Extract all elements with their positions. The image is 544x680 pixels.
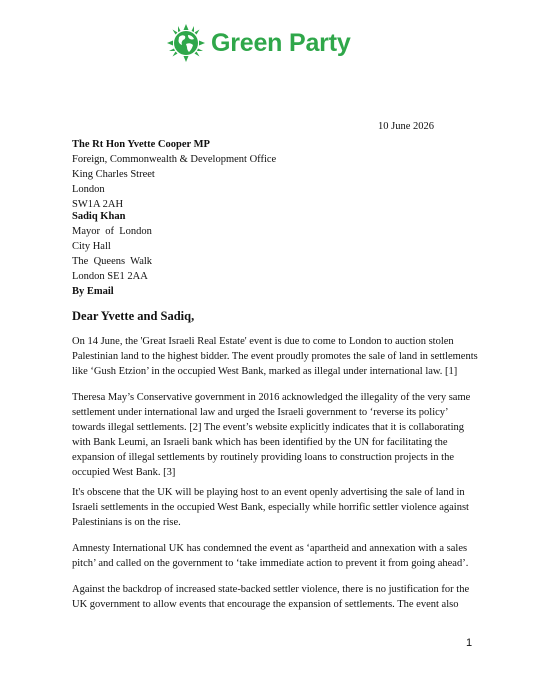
delivery-method: By Email: [72, 286, 114, 297]
paragraph-line: towards illegal settlements. [2] The event’s website explicitly indicates that it is collaborating: [72, 422, 464, 433]
paragraph-line: Palestinians is on the rise.: [72, 517, 181, 528]
body-paragraph: [72, 541, 492, 571]
page-number: 1: [466, 637, 473, 649]
recipient-name: The Rt Hon Yvette Cooper MP: [72, 139, 210, 150]
paragraph-line: Against the backdrop of increased state-backed settler violence, there is no justification for the: [72, 584, 470, 595]
recipient-address-2: [72, 209, 152, 284]
letter-date: 10 June 2026: [378, 121, 434, 132]
paragraph-line: occupied West Bank. [3]: [72, 467, 176, 478]
address-line: Mayor of London: [72, 226, 152, 237]
paragraph-line: Palestinian land to the highest bidder. The event proudly promotes the sale of land in settlements: [72, 351, 478, 362]
paragraph-line: Israeli settlements in the occupied West Bank, especially while horrific settler violence against: [72, 502, 469, 513]
paragraph-line: like ‘Gush Etzion’ in the occupied West Bank, marked as illegal under international law. [1]: [72, 366, 458, 377]
address-line: The Queens Walk: [72, 256, 153, 267]
paragraph-line: settlement under international law and urged the Israeli government to ‘reverse its policy’: [72, 407, 449, 418]
paragraph-line: On 14 June, the 'Great Israeli Real Estate' event is due to come to London to auction stolen: [72, 336, 454, 347]
paragraph-line: expansion of illegal settlements by routinely providing loans to construction projects in the: [72, 452, 455, 463]
address-line: King Charles Street: [72, 169, 155, 180]
address-line: London SE1 2AA: [72, 271, 148, 282]
body-paragraph: [72, 485, 492, 530]
paragraph-line: UK government to allow events that encourage the expansion of settlements. The event also: [72, 599, 459, 610]
address-line: London: [72, 184, 105, 195]
body-paragraph: [72, 334, 492, 379]
address-line: SW1A 2AH: [72, 199, 124, 210]
body-paragraph: [72, 582, 492, 612]
address-line: City Hall: [72, 241, 111, 252]
globe-icon: [166, 23, 206, 63]
paragraph-line: pitch’ and called on the government to ‘take immediate action to prevent it from going ahead’.: [72, 558, 469, 569]
paragraph-line: It's obscene that the UK will be playing host to an event openly advertising the sale of land in: [72, 487, 465, 498]
green-party-logo: [166, 22, 351, 64]
paragraph-line: Amnesty International UK has condemned the event as ‘apartheid and annexation with a sales: [72, 543, 468, 554]
paragraph-line: Theresa May’s Conservative government in 2016 acknowledged the illegality of the very same: [72, 392, 471, 403]
body-paragraph: [72, 390, 492, 480]
paragraph-line: with Bank Leumi, an Israeli bank which has been identified by the UN for facilitating the: [72, 437, 448, 448]
salutation: Dear Yvette and Sadiq,: [72, 309, 195, 323]
recipient-address-1: [72, 137, 276, 212]
logo-wordmark: Green Party: [211, 28, 351, 57]
recipient-name: Sadiq Khan: [72, 211, 126, 222]
address-line: Foreign, Commonwealth & Development Office: [72, 154, 277, 165]
